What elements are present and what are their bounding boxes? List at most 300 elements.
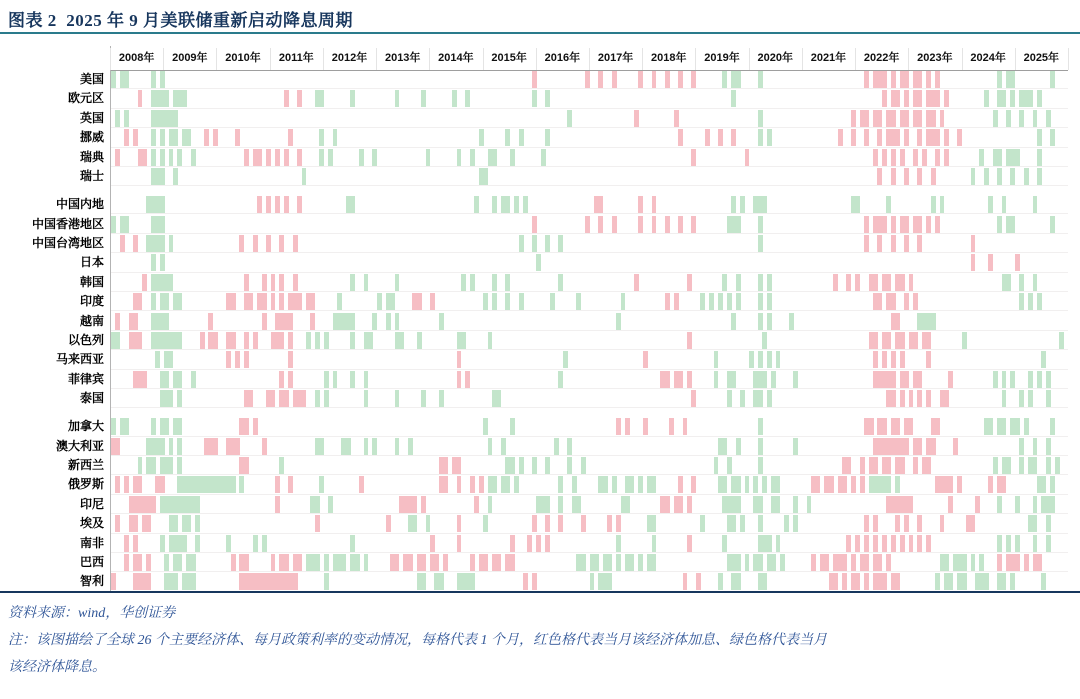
cell-cut — [545, 90, 550, 107]
cell-hike — [917, 371, 922, 388]
economy-label: 印度 — [79, 294, 104, 309]
cell-hike — [244, 274, 249, 291]
cell-hike — [873, 274, 878, 291]
cell-cut — [514, 476, 519, 493]
cell-hike — [904, 293, 909, 310]
cell-cut — [736, 476, 741, 493]
cell-hike — [891, 390, 896, 407]
cell-hike — [948, 476, 953, 493]
cell-cut — [1055, 457, 1060, 474]
cell-hike — [842, 476, 847, 493]
cell-cut — [962, 332, 967, 349]
cell-hike — [510, 535, 515, 552]
economy-label: 韩国 — [79, 274, 104, 289]
cell-hike — [585, 216, 590, 233]
cell-cut — [439, 313, 444, 330]
cell-hike — [151, 496, 156, 513]
economy-row — [111, 456, 1068, 475]
cell-cut — [563, 351, 568, 368]
cell-hike — [891, 535, 896, 552]
cell-cut — [997, 149, 1002, 166]
cell-cut — [364, 390, 369, 407]
cell-cut — [1041, 573, 1046, 590]
cell-cut — [372, 438, 377, 455]
economy-row — [111, 273, 1068, 292]
cell-hike — [244, 351, 249, 368]
cell-hike — [917, 235, 922, 252]
cell-hike — [851, 129, 856, 146]
cell-cut — [319, 438, 324, 455]
cell-cut — [421, 90, 426, 107]
cell-cut — [519, 129, 524, 146]
cell-hike — [483, 554, 488, 571]
cell-hike — [851, 476, 856, 493]
cell-cut — [505, 129, 510, 146]
cell-cut — [935, 573, 940, 590]
cell-hike — [138, 476, 143, 493]
cell-cut — [997, 216, 1002, 233]
cell-hike — [877, 293, 882, 310]
cell-cut — [377, 293, 382, 310]
cell-hike — [257, 149, 262, 166]
cell-hike — [900, 390, 905, 407]
year-label: 2019年 — [704, 52, 740, 64]
cell-cut — [700, 293, 705, 310]
cell-cut — [173, 515, 178, 532]
cell-hike — [532, 573, 537, 590]
cell-hike — [909, 390, 914, 407]
cell-cut — [151, 71, 156, 88]
cell-hike — [922, 149, 927, 166]
cell-cut — [115, 110, 120, 127]
cell-hike — [873, 149, 878, 166]
cell-hike — [262, 293, 267, 310]
cell-cut — [169, 149, 174, 166]
cell-cut — [1028, 371, 1033, 388]
cell-cut — [745, 554, 750, 571]
cell-hike — [558, 515, 563, 532]
cell-cut — [164, 554, 169, 571]
cell-hike — [235, 351, 240, 368]
cell-cut — [306, 332, 311, 349]
cell-cut — [452, 90, 457, 107]
cell-hike — [297, 196, 302, 213]
year-label: 2025年 — [1023, 52, 1060, 64]
economy-label: 印尼 — [79, 496, 104, 511]
cell-cut — [496, 390, 501, 407]
cell-cut — [492, 196, 497, 213]
cell-cut — [1010, 573, 1015, 590]
cell-cut — [372, 313, 377, 330]
cell-hike — [944, 129, 949, 146]
cell-hike — [124, 535, 129, 552]
cell-hike — [864, 129, 869, 146]
cell-cut — [1006, 110, 1011, 127]
cell-hike — [115, 149, 120, 166]
cell-hike — [421, 496, 426, 513]
cell-cut — [625, 496, 630, 513]
cell-cut — [1019, 390, 1024, 407]
cell-hike — [882, 149, 887, 166]
cell-cut — [164, 418, 169, 435]
cell-hike — [917, 168, 922, 185]
cell-hike — [465, 371, 470, 388]
cell-hike — [138, 554, 143, 571]
cell-cut — [253, 535, 258, 552]
cell-cut — [492, 293, 497, 310]
cell-hike — [266, 149, 271, 166]
cell-hike — [532, 216, 537, 233]
year-label: 2015年 — [491, 52, 527, 64]
cell-hike — [971, 254, 976, 271]
year-separator-line — [216, 48, 217, 70]
cell-cut — [745, 476, 750, 493]
cell-hike — [386, 515, 391, 532]
cell-hike — [687, 274, 692, 291]
cell-cut — [350, 535, 355, 552]
cell-cut — [177, 293, 182, 310]
year-separator-line — [908, 48, 909, 70]
cell-cut — [971, 168, 976, 185]
cell-hike — [811, 554, 816, 571]
cell-hike — [904, 371, 909, 388]
heatmap-grid — [111, 70, 1068, 592]
cell-cut — [714, 351, 719, 368]
cell-hike — [213, 332, 218, 349]
cell-hike — [913, 149, 918, 166]
cell-cut — [1033, 274, 1038, 291]
cell-hike — [310, 313, 315, 330]
cell-hike — [271, 293, 276, 310]
cell-hike — [824, 554, 829, 571]
cell-hike — [271, 274, 276, 291]
economy-label: 智利 — [79, 574, 104, 589]
cell-cut — [545, 496, 550, 513]
cell-cut — [1059, 332, 1064, 349]
cell-hike — [279, 293, 284, 310]
cell-cut — [421, 390, 426, 407]
cell-cut — [186, 515, 191, 532]
year-label: 2018年 — [651, 52, 687, 64]
cell-hike — [133, 235, 138, 252]
cell-cut — [940, 196, 945, 213]
cell-hike — [284, 90, 289, 107]
cell-hike — [895, 573, 900, 590]
cell-cut — [758, 351, 763, 368]
chart-bottom-rule — [0, 591, 1080, 593]
cell-cut — [138, 457, 143, 474]
cell-hike — [1015, 554, 1020, 571]
cell-cut — [164, 313, 169, 330]
cell-cut — [169, 457, 174, 474]
cell-cut — [722, 535, 727, 552]
cell-cut — [160, 129, 165, 146]
economy-label: 泰国 — [79, 391, 104, 406]
year-separator-line — [1015, 48, 1016, 70]
cell-cut — [470, 149, 475, 166]
cell-cut — [758, 418, 763, 435]
cell-cut — [780, 554, 785, 571]
cell-hike — [146, 515, 151, 532]
cell-hike — [935, 216, 940, 233]
cell-hike — [1015, 254, 1020, 271]
cell-cut — [492, 476, 497, 493]
cell-cut — [1033, 438, 1038, 455]
cell-cut — [426, 515, 431, 532]
cell-hike — [891, 168, 896, 185]
cell-hike — [434, 554, 439, 571]
cell-hike — [877, 554, 882, 571]
cell-cut — [652, 515, 657, 532]
cell-cut — [177, 438, 182, 455]
cell-cut — [1033, 515, 1038, 532]
cell-cut — [758, 110, 763, 127]
cell-cut — [328, 149, 333, 166]
cell-hike — [616, 418, 621, 435]
cell-cut — [736, 293, 741, 310]
cell-cut — [324, 390, 329, 407]
cell-cut — [886, 196, 891, 213]
economy-row — [111, 350, 1068, 369]
cell-cut — [603, 476, 608, 493]
cell-hike — [244, 554, 249, 571]
cell-hike — [988, 254, 993, 271]
cell-hike — [904, 90, 909, 107]
cell-hike — [585, 71, 590, 88]
cell-cut — [1002, 573, 1007, 590]
cell-hike — [900, 274, 905, 291]
cell-cut — [195, 535, 200, 552]
cell-hike — [297, 149, 302, 166]
year-separator-line — [376, 48, 377, 70]
cell-cut — [514, 196, 519, 213]
cell-cut — [510, 418, 515, 435]
cell-hike — [971, 515, 976, 532]
cell-hike — [288, 371, 293, 388]
economy-row — [111, 89, 1068, 108]
cell-hike — [891, 351, 896, 368]
cell-cut — [740, 390, 745, 407]
cell-hike — [931, 110, 936, 127]
cell-hike — [904, 438, 909, 455]
cell-hike — [926, 351, 931, 368]
cell-hike — [115, 313, 120, 330]
cell-hike — [297, 90, 302, 107]
cell-hike — [687, 371, 692, 388]
cell-hike — [457, 351, 462, 368]
cell-hike — [953, 438, 958, 455]
cell-hike — [687, 496, 692, 513]
cell-cut — [807, 496, 812, 513]
cell-hike — [917, 535, 922, 552]
economy-row — [111, 495, 1068, 514]
cell-cut — [714, 457, 719, 474]
cell-hike — [146, 573, 151, 590]
cell-hike — [944, 149, 949, 166]
cell-cut — [758, 216, 763, 233]
cell-hike — [877, 235, 882, 252]
cell-cut — [1028, 293, 1033, 310]
year-label: 2014年 — [438, 52, 474, 64]
cell-hike — [293, 235, 298, 252]
cell-cut — [709, 293, 714, 310]
cell-hike — [275, 476, 280, 493]
cell-hike — [917, 110, 922, 127]
cell-hike — [873, 535, 878, 552]
cell-cut — [767, 274, 772, 291]
cell-cut — [1010, 168, 1015, 185]
cell-cut — [319, 149, 324, 166]
cell-hike — [1002, 476, 1007, 493]
cell-hike — [288, 351, 293, 368]
cell-hike — [638, 196, 643, 213]
cell-cut — [151, 457, 156, 474]
cell-cut — [315, 332, 320, 349]
cell-hike — [124, 476, 129, 493]
cell-cut — [160, 196, 165, 213]
cell-hike — [940, 515, 945, 532]
cell-cut — [776, 496, 781, 513]
cell-hike — [948, 371, 953, 388]
cell-cut — [1006, 535, 1011, 552]
cell-hike — [691, 216, 696, 233]
cell-cut — [364, 274, 369, 291]
cell-hike — [917, 129, 922, 146]
cell-cut — [727, 293, 732, 310]
cell-hike — [855, 535, 860, 552]
cell-hike — [900, 535, 905, 552]
cell-cut — [616, 554, 621, 571]
cell-cut — [736, 71, 741, 88]
cell-cut — [984, 168, 989, 185]
cell-cut — [399, 332, 404, 349]
economy-row — [111, 215, 1068, 234]
cell-cut — [124, 418, 129, 435]
cell-cut — [523, 196, 528, 213]
cell-cut — [962, 554, 967, 571]
cell-hike — [926, 535, 931, 552]
cell-hike — [288, 129, 293, 146]
economy-label: 巴西 — [79, 555, 104, 569]
cell-cut — [616, 313, 621, 330]
cell-cut — [1015, 418, 1020, 435]
cell-cut — [483, 168, 488, 185]
cell-cut — [439, 573, 444, 590]
cell-hike — [882, 418, 887, 435]
cell-hike — [864, 515, 869, 532]
cell-cut — [151, 254, 156, 271]
cell-cut — [607, 554, 612, 571]
cell-cut — [1010, 90, 1015, 107]
cell-cut — [226, 535, 231, 552]
cell-cut — [758, 129, 763, 146]
cell-cut — [652, 476, 657, 493]
cell-hike — [275, 496, 280, 513]
cell-cut — [470, 573, 475, 590]
cell-hike — [643, 418, 648, 435]
cell-cut — [364, 438, 369, 455]
cell-cut — [412, 515, 417, 532]
cell-hike — [900, 457, 905, 474]
cell-cut — [731, 313, 736, 330]
cell-hike — [262, 438, 267, 455]
cell-hike — [115, 515, 120, 532]
cell-cut — [315, 496, 320, 513]
cell-cut — [793, 515, 798, 532]
cell-hike — [527, 535, 532, 552]
cell-hike — [607, 515, 612, 532]
economy-label: 以色列 — [67, 332, 104, 347]
cell-cut — [505, 293, 510, 310]
cell-cut — [1002, 418, 1007, 435]
cell-cut — [173, 573, 178, 590]
cell-cut — [182, 535, 187, 552]
cell-cut — [177, 457, 182, 474]
cell-cut — [581, 457, 586, 474]
cell-hike — [904, 129, 909, 146]
cell-hike — [200, 332, 205, 349]
cell-hike — [275, 149, 280, 166]
cell-cut — [319, 129, 324, 146]
cell-hike — [691, 390, 696, 407]
cell-cut — [160, 149, 165, 166]
cell-cut — [151, 293, 156, 310]
cell-cut — [177, 371, 182, 388]
cell-hike — [895, 418, 900, 435]
cell-hike — [262, 313, 267, 330]
cell-hike — [133, 515, 138, 532]
cell-hike — [430, 535, 435, 552]
cell-cut — [993, 371, 998, 388]
cell-cut — [1037, 129, 1042, 146]
cell-hike — [864, 235, 869, 252]
cell-cut — [151, 418, 156, 435]
cell-hike — [665, 496, 670, 513]
cell-cut — [350, 196, 355, 213]
cell-hike — [231, 332, 236, 349]
cell-cut — [1046, 457, 1051, 474]
cell-cut — [727, 457, 732, 474]
cell-cut — [337, 293, 342, 310]
cell-cut — [736, 274, 741, 291]
cell-hike — [674, 110, 679, 127]
cell-cut — [944, 554, 949, 571]
cell-hike — [873, 457, 878, 474]
cell-hike — [288, 313, 293, 330]
cell-cut — [793, 371, 798, 388]
economy-row — [111, 128, 1068, 147]
cell-cut — [395, 313, 400, 330]
cell-hike — [904, 168, 909, 185]
cell-hike — [900, 149, 905, 166]
cell-cut — [1033, 496, 1038, 513]
year-label: 2013年 — [384, 52, 421, 64]
cell-hike — [470, 554, 475, 571]
cell-hike — [625, 418, 630, 435]
cell-cut — [386, 313, 391, 330]
cell-cut — [160, 535, 165, 552]
economy-label: 俄罗斯 — [67, 477, 104, 492]
cell-hike — [904, 110, 909, 127]
cell-hike — [616, 515, 621, 532]
cell-cut — [302, 168, 307, 185]
cell-cut — [1019, 293, 1024, 310]
cell-cut — [1024, 418, 1029, 435]
cell-hike — [851, 554, 856, 571]
economy-row — [111, 475, 1068, 494]
cell-cut — [262, 535, 267, 552]
cell-hike — [395, 554, 400, 571]
